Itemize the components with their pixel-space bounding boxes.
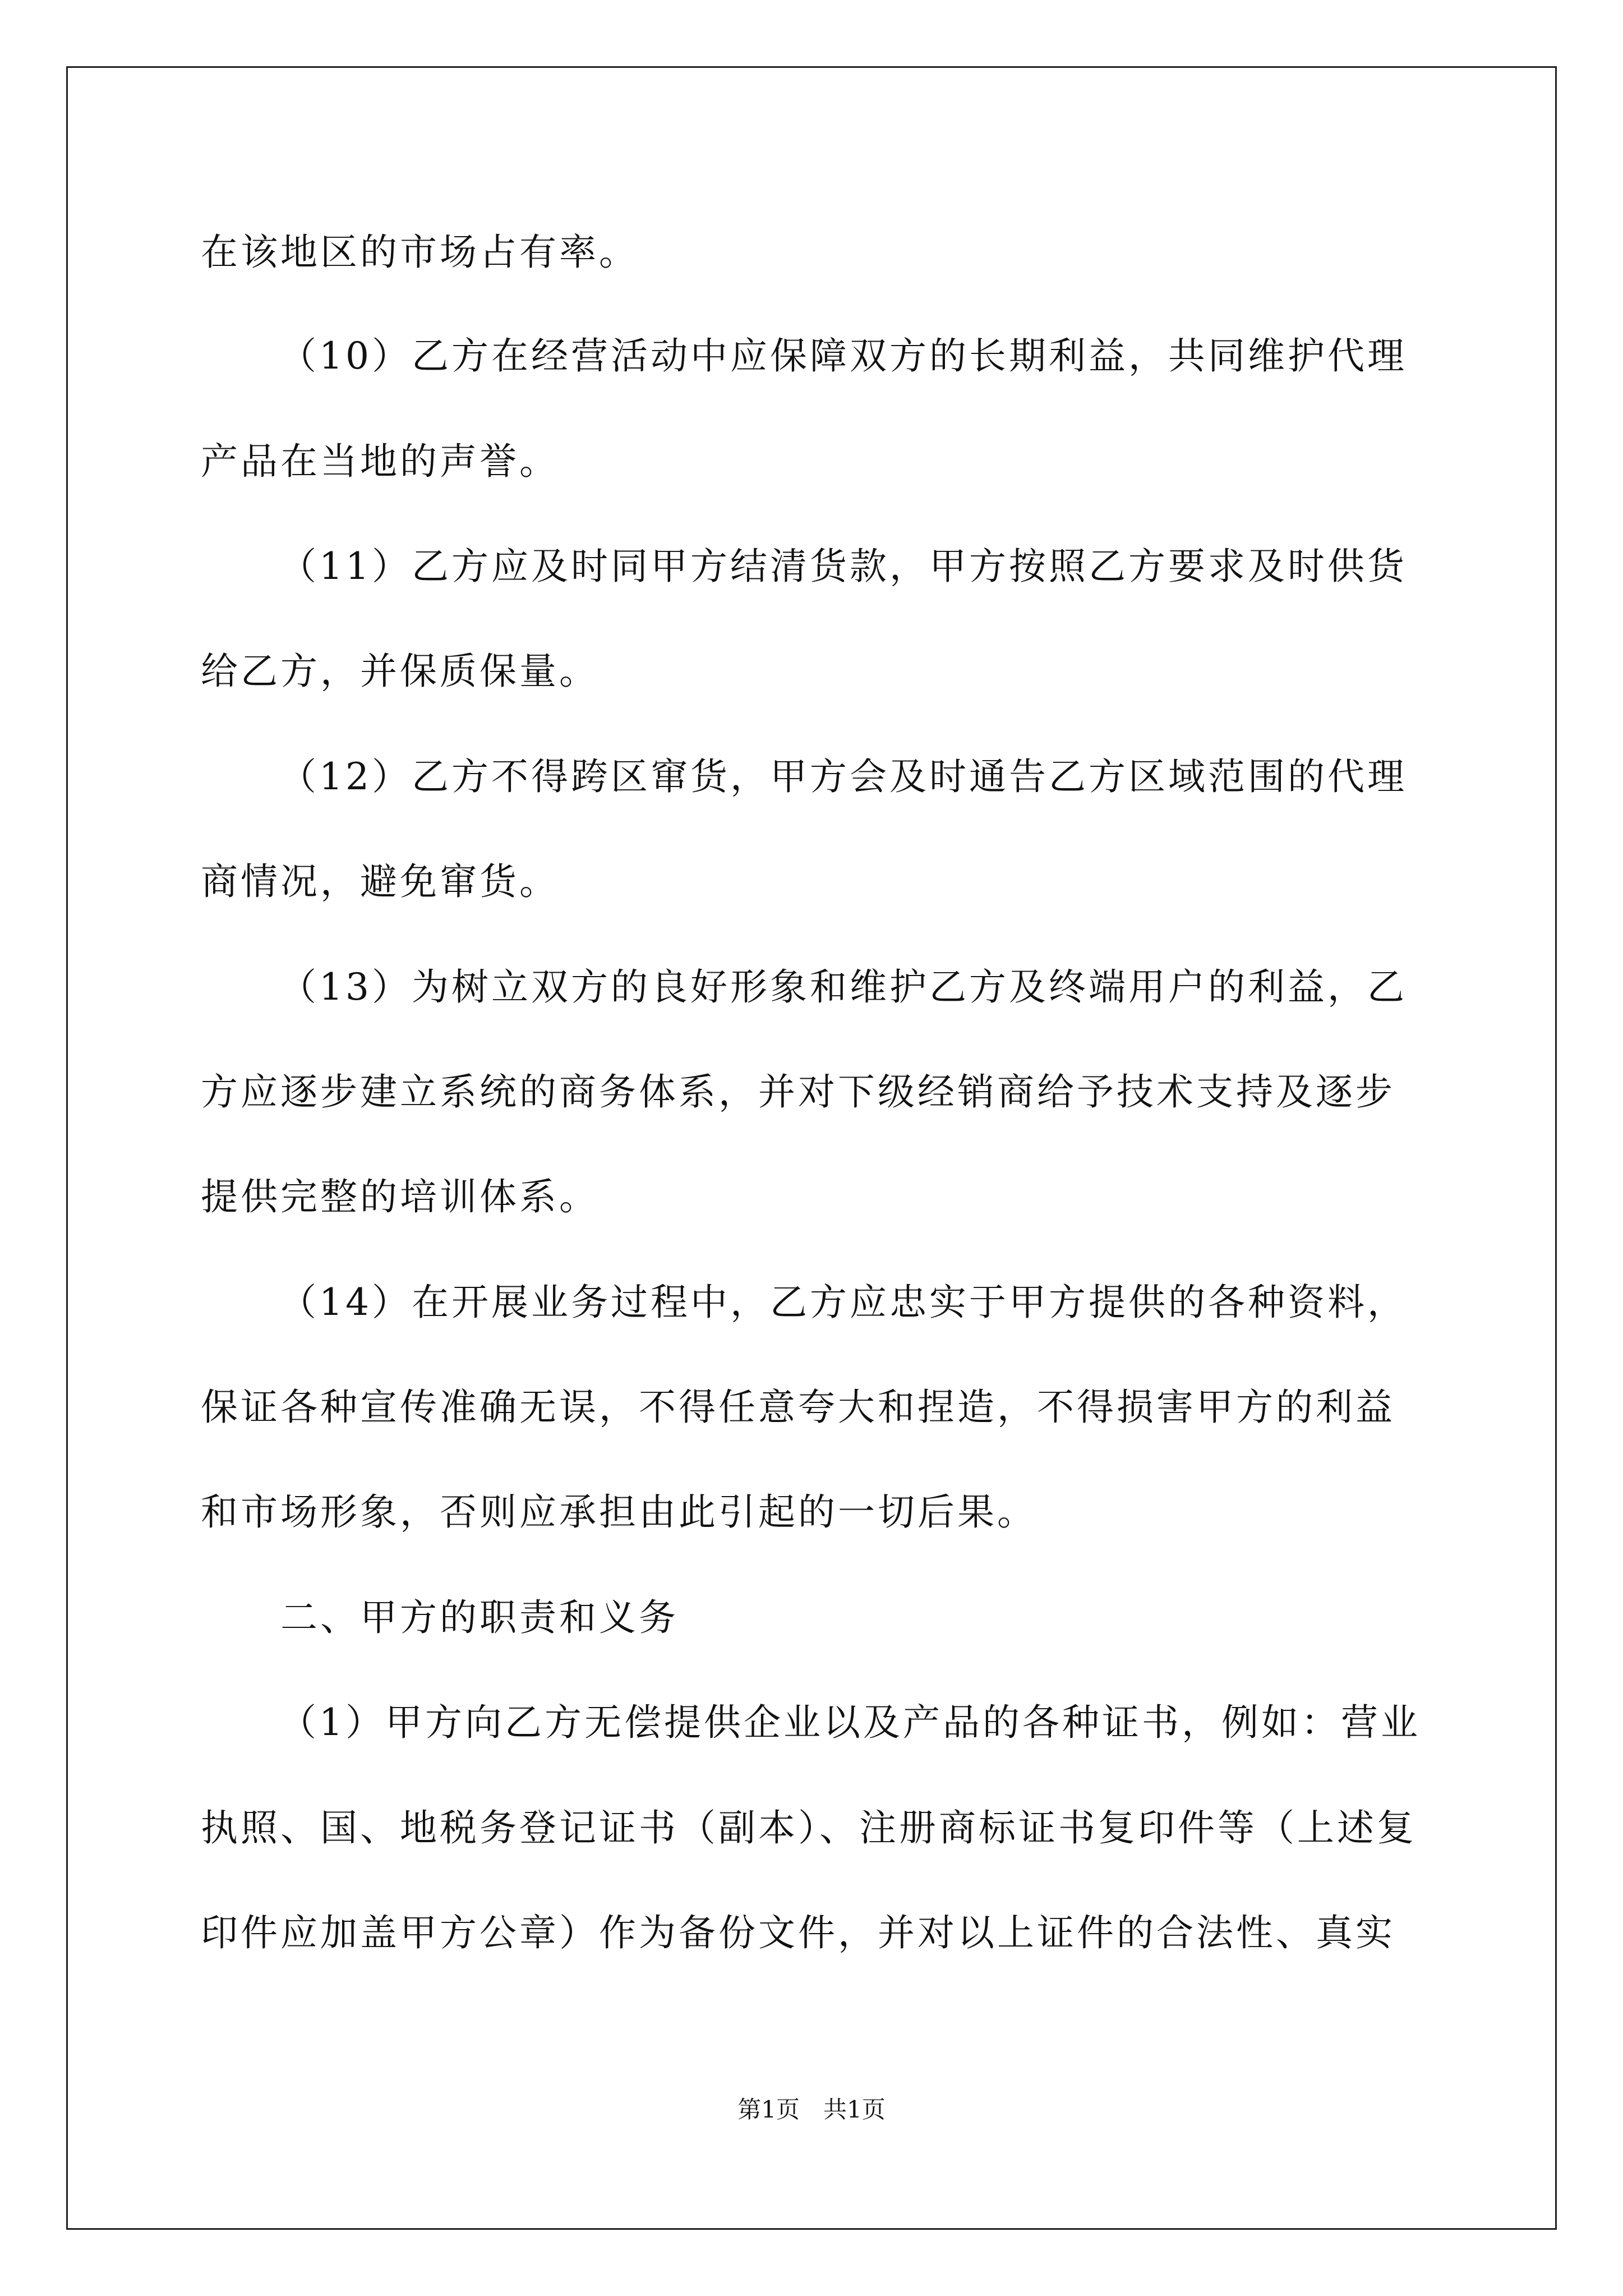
- clause-12-line-1: （12）乙方不得跨区窜货，甲方会及时通告乙方区域范围的代理: [279, 755, 1407, 798]
- clause-13-line-2: 方应逐步建立系统的商务体系，并对下级经销商给予技术支持及逐步: [201, 1070, 1395, 1114]
- party-a-clause-1-line-3: 印件应加盖甲方公章）作为备份文件，并对以上证件的合法性、真实: [201, 1911, 1395, 1954]
- clause-11-line-2: 给乙方，并保质保量。: [201, 650, 599, 693]
- clause-14-line-1: （14）在开展业务过程中，乙方应忠实于甲方提供的各种资料，: [279, 1281, 1407, 1324]
- party-a-clause-1-line-1: （1）甲方向乙方无偿提供企业以及产品的各种证书，例如：营业: [279, 1701, 1421, 1744]
- clause-10-line-2: 产品在当地的声誉。: [201, 440, 559, 483]
- party-a-clause-1-line-2: 执照、国、地税务登记证书（副本）、注册商标证书复印件等（上述复: [201, 1806, 1417, 1849]
- section-heading: 二、甲方的职责和义务: [280, 1596, 679, 1639]
- clause-11-line-1: （11）乙方应及时同甲方结清货款，甲方按照乙方要求及时供货: [279, 545, 1407, 588]
- clause-14-line-2: 保证各种宣传准确无误，不得任意夸大和捏造，不得损害甲方的利益: [201, 1386, 1395, 1429]
- clause-12-line-2: 商情况，避免窜货。: [201, 860, 559, 903]
- clause-13-line-3: 提供完整的培训体系。: [201, 1175, 599, 1218]
- page-border: [66, 66, 1557, 2230]
- page-number: 第1页 共1页: [737, 2096, 886, 2123]
- body-line-1: 在该地区的市场占有率。: [201, 231, 639, 274]
- clause-10-line-1: （10）乙方在经营活动中应保障双方的长期利益，共同维护代理: [279, 334, 1407, 378]
- clause-13-line-1: （13）为树立双方的良好形象和维护乙方及终端用户的利益，乙: [279, 965, 1407, 1009]
- clause-14-line-3: 和市场形象，否则应承担由此引起的一切后果。: [201, 1490, 1037, 1534]
